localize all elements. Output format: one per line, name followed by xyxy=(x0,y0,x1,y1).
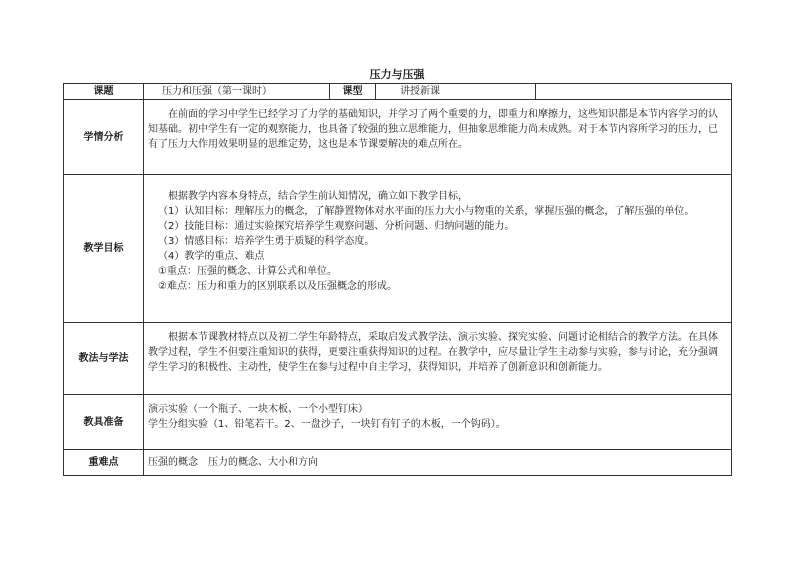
tools-cell xyxy=(144,395,732,450)
analysis-text: 在前面的学习中学生已经学习了力学的基础知识，并学习了两个重要的力，即重力和摩擦力，这些知识都是本节内容学习的认知基础。初中学生有一定的观察能力，也具备了较强的独立思维能力，但抽象思维能力尚未成熟。对于本节内容所学习的压力，已有了压力大作用效果明显的思维定势，这也是本节课要解决的难点所在。 xyxy=(148,109,718,150)
keypoints-text: 压强的概念 压力的概念、大小和方向 xyxy=(148,457,318,468)
goal-1: （1）认知目标：理解压力的概念，了解静置物体对水平面的压力大小与物重的关系，掌握压强的概念，了解压强的单位。 xyxy=(158,206,695,217)
goal-4: （4）教学的重点、难点 xyxy=(158,251,265,262)
goal-3: （3）情感目标：培养学生勇于质疑的科学态度。 xyxy=(158,236,375,247)
difficult-point: ②难点：压力和重力的区别联系以及压强概念的形成。 xyxy=(158,281,397,292)
methods-row xyxy=(64,323,732,395)
tools-label: 教具准备 xyxy=(64,395,144,450)
methods-text: 根据本节课教材特点以及初二学生年龄特点，采取启发式教学法、演示实验、探究实验、问题讨论相结合的教学方法。在具体教学过程，学生不但要注重知识的获得，更要注重获得知识的过程。在教学中，应尽量让学生主动参与实验，参与讨论，充分强调学生学习的积极性、主动性，使学生在参与过程中自主学习，获得知识，并培养了创新意识和创新能力。 xyxy=(148,332,718,373)
topic-value: 压力和压强（第一课时） xyxy=(144,84,330,100)
type-value: 讲授新课 xyxy=(376,84,536,100)
keypoints-cell xyxy=(144,450,732,476)
methods-label: 教法与学法 xyxy=(64,323,144,395)
lesson-plan-table xyxy=(63,83,732,476)
page-title: 压力与压强 xyxy=(369,68,425,81)
analysis-row xyxy=(64,100,732,175)
analysis-label: 学情分析 xyxy=(64,100,144,175)
header-row xyxy=(64,84,732,100)
type-label: 课型 xyxy=(330,84,376,100)
methods-cell xyxy=(144,323,732,395)
keypoints-label: 重难点 xyxy=(64,450,144,476)
key-point: ①重点：压强的概念、计算公式和单位。 xyxy=(158,266,337,277)
header-empty-cell xyxy=(536,84,732,100)
goals-intro: 根据教学内容本身特点，结合学生前认知情况，确立如下教学目标， xyxy=(168,191,468,202)
goals-row xyxy=(64,175,732,323)
goals-cell xyxy=(144,175,732,323)
goal-2: （2）技能目标：通过实验探究培养学生观察问题、分析问题、归纳问题的能力。 xyxy=(158,221,515,232)
topic-label: 课题 xyxy=(64,84,144,100)
analysis-cell xyxy=(144,100,732,175)
tools-row xyxy=(64,395,732,450)
tools-line-2: 学生分组实验（1、铅笔若干。2、一盘沙子，一块钉有钉子的木板，一个钩码）。 xyxy=(148,419,506,430)
goals-label: 教学目标 xyxy=(64,175,144,323)
tools-line-1: 演示实验（一个瓶子、一块木板、一个小型钉床） xyxy=(148,404,368,415)
keypoints-row xyxy=(64,450,732,476)
